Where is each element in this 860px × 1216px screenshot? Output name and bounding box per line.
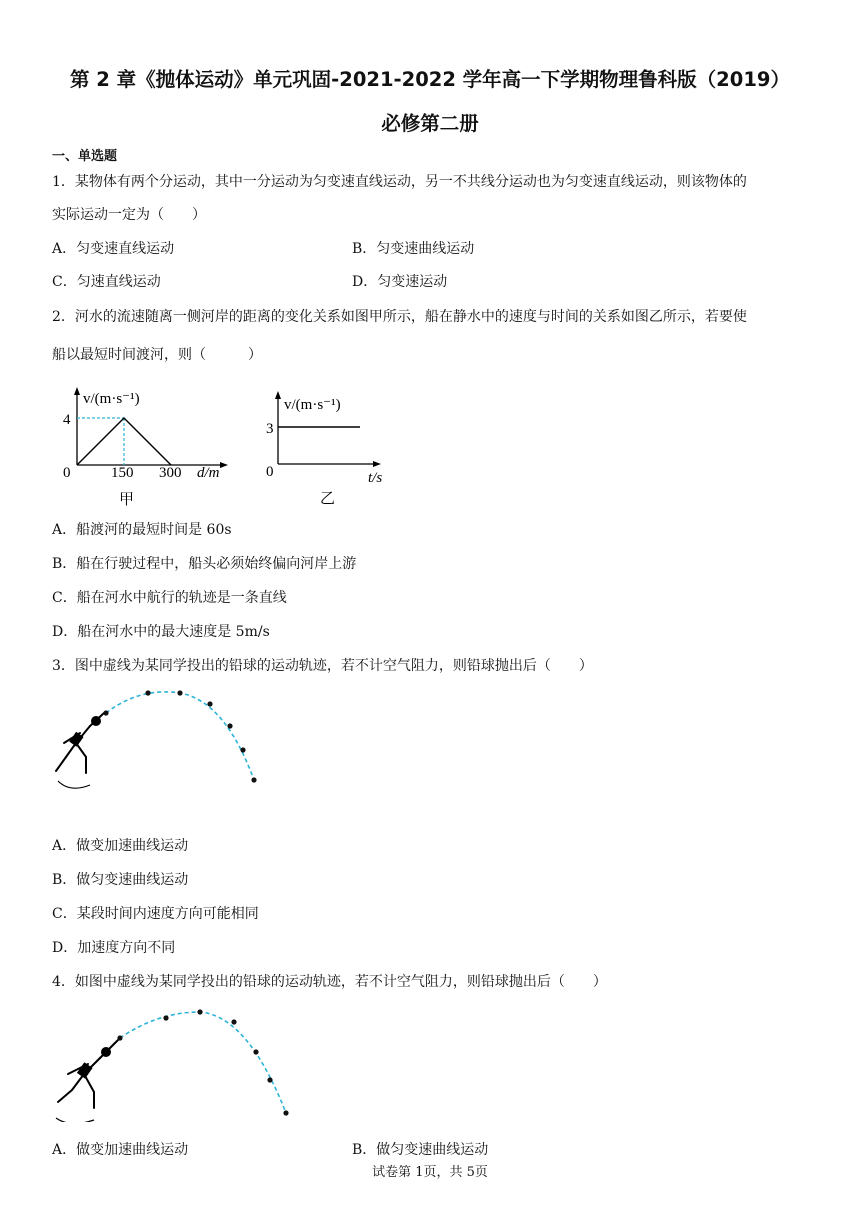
- throw-circle-arc-q4: [56, 1118, 94, 1122]
- q2-stem-line2: 船以最短时间渡河，则（ ）: [52, 347, 262, 363]
- trajectory-points-q4: [117, 1009, 288, 1115]
- q2-option-d: D．船在河水中的最大速度是 5m/s: [52, 624, 270, 640]
- exam-title-line2: 必修第二册: [381, 112, 479, 135]
- jia-y-label: v/(m·s⁻¹): [83, 391, 140, 407]
- jia-origin: 0: [63, 465, 71, 481]
- jia-y-tick-4: 4: [63, 412, 71, 428]
- thrower-figure: [56, 713, 104, 773]
- thrower-figure-q4: [58, 1040, 118, 1108]
- yi-x-arrow: [373, 461, 381, 467]
- yi-x-label: t/s: [368, 470, 383, 486]
- jia-x-tick-150: 150: [111, 465, 134, 481]
- q2-stem-line1: 2．河水的流速随离一侧河岸的距离的变化关系如图甲所示，船在静水中的速度与时间的关系如图乙所示，若要使: [52, 309, 747, 325]
- throw-circle-arc: [58, 781, 90, 788]
- q1-option-c: C．匀速直线运动: [52, 274, 161, 290]
- trajectory-dashed-q4: [120, 1012, 286, 1113]
- q1-option-d: D．匀变速运动: [352, 274, 448, 290]
- graph-jia: [55, 385, 245, 510]
- jia-x-arrow: [220, 462, 228, 468]
- q4-option-b: B．做匀变速曲线运动: [352, 1142, 489, 1158]
- q3-option-a: A．做变加速曲线运动: [52, 838, 189, 854]
- exam-title-line1: 第 2 章《抛体运动》单元巩固-2021-2022 学年高一下学期物理鲁科版（2019）: [70, 68, 790, 91]
- q4-stem: 4．如图中虚线为某同学投出的铅球的运动轨迹，若不计空气阻力，则铅球抛出后（ ）: [52, 974, 607, 990]
- q3-option-d: D．加速度方向不同: [52, 940, 176, 956]
- yi-origin: 0: [266, 464, 274, 480]
- yi-y-tick-3: 3: [266, 421, 274, 437]
- q4-option-a: A．做变加速曲线运动: [52, 1142, 189, 1158]
- q4-shotput-figure: [48, 1002, 298, 1122]
- q2-option-a: A．船渡河的最短时间是 60s: [52, 522, 232, 538]
- jia-caption: 甲: [119, 492, 135, 508]
- q1-stem-line2: 实际运动一定为（ ）: [52, 207, 206, 223]
- q2-option-c: C．船在河水中航行的轨迹是一条直线: [52, 590, 287, 606]
- graph-yi: [262, 388, 402, 510]
- yi-caption: 乙: [320, 491, 336, 507]
- section-heading: 一、单选题: [52, 149, 118, 164]
- q1-option-a: A．匀变速直线运动: [52, 241, 175, 257]
- q2-option-b: B．船在行驶过程中，船头必须始终偏向河岸上游: [52, 556, 357, 572]
- jia-y-arrow: [74, 387, 80, 395]
- yi-y-label: v/(m·s⁻¹): [284, 397, 341, 413]
- page-footer: 试卷第 1页，共 5页: [372, 1165, 488, 1180]
- q3-option-b: B．做匀变速曲线运动: [52, 872, 189, 888]
- yi-y-arrow: [275, 391, 281, 399]
- q3-stem: 3．图中虚线为某同学投出的铅球的运动轨迹，若不计空气阻力，则铅球抛出后（ ）: [52, 658, 593, 674]
- q1-option-b: B．匀变速曲线运动: [352, 241, 475, 257]
- q3-shotput-figure: [50, 685, 280, 800]
- q3-option-c: C．某段时间内速度方向可能相同: [52, 906, 259, 922]
- q1-stem-line1: 1．某物体有两个分运动，其中一分运动为匀变速直线运动，另一不共线分运动也为匀变速直线运动，则该物体的: [52, 174, 747, 190]
- jia-x-tick-300: 300: [159, 465, 182, 481]
- jia-x-label: d/m: [197, 465, 220, 481]
- trajectory-dashed: [106, 692, 254, 780]
